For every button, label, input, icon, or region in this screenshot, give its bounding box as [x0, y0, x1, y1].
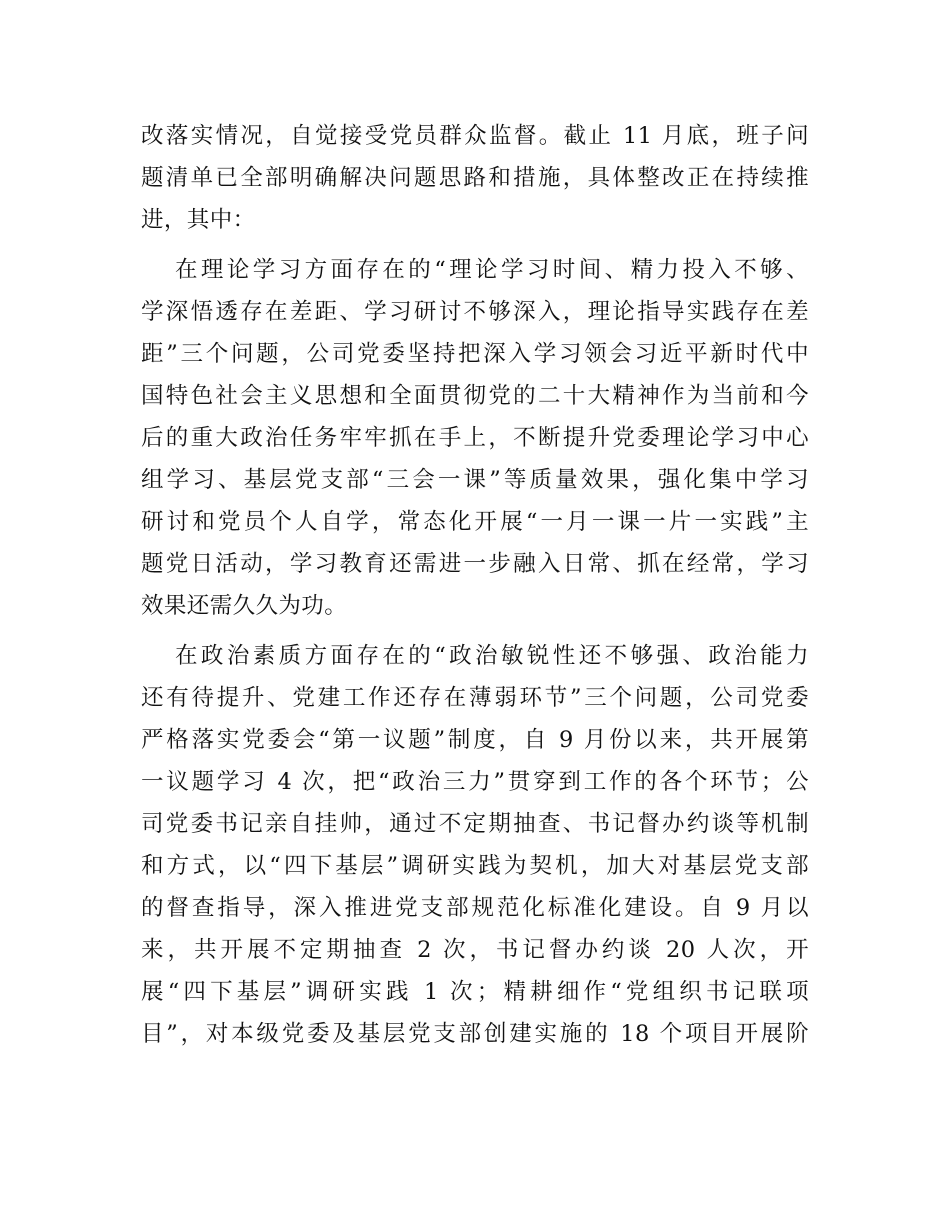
text-line: 题党日活动，学习教育还需进一步融入日常、抓在经常，学习	[141, 551, 809, 577]
text-line: 进，其中：	[141, 207, 256, 233]
text-line: 距”三个问题，公司党委坚持把深入学习领会习近平新时代中	[141, 341, 809, 367]
paragraph-1	[141, 115, 809, 241]
paragraph-2	[141, 249, 809, 627]
text-line: 的督查指导，深入推进党支部规范化标准化建设。自 9 月以	[141, 895, 809, 921]
text-line: 国特色社会主义思想和全面贯彻党的二十大精神作为当前和今	[141, 383, 809, 409]
text-line: 题清单已全部明确解决问题思路和措施，具体整改正在持续推	[141, 165, 809, 191]
document-body	[141, 115, 809, 1055]
text-line: 在理论学习方面存在的“理论学习时间、精力投入不够、	[175, 257, 809, 283]
text-line: 在政治素质方面存在的“政治敏锐性还不够强、政治能力	[175, 643, 809, 669]
paragraph-3	[141, 635, 809, 1055]
text-line: 研讨和党员个人自学，常态化开展“一月一课一片一实践”主	[141, 509, 809, 535]
text-line: 一议题学习 4 次，把“政治三力”贯穿到工作的各个环节；公	[141, 769, 809, 795]
text-line: 改落实情况，自觉接受党员群众监督。截止 11 月底，班子问	[141, 123, 809, 149]
text-line: 司党委书记亲自挂帅，通过不定期抽查、书记督办约谈等机制	[141, 811, 809, 837]
text-line: 严格落实党委会“第一议题”制度，自 9 月份以来，共开展第	[141, 727, 809, 753]
text-line: 和方式，以“四下基层”调研实践为契机，加大对基层党支部	[141, 853, 809, 879]
text-line: 展“四下基层”调研实践 1 次；精耕细作“党组织书记联项	[141, 979, 809, 1005]
text-line: 组学习、基层党支部“三会一课”等质量效果，强化集中学习	[141, 467, 809, 493]
text-line: 目”，对本级党委及基层党支部创建实施的 18 个项目开展阶	[141, 1021, 809, 1047]
text-line: 效果还需久久为功。	[141, 593, 348, 619]
text-line: 学深悟透存在差距、学习研讨不够深入，理论指导实践存在差	[141, 299, 809, 325]
text-line: 还有待提升、党建工作还存在薄弱环节”三个问题，公司党委	[141, 685, 809, 711]
text-line: 后的重大政治任务牢牢抓在手上，不断提升党委理论学习中心	[141, 425, 809, 451]
text-line: 来，共开展不定期抽查 2 次，书记督办约谈 20 人次，开	[141, 937, 809, 963]
